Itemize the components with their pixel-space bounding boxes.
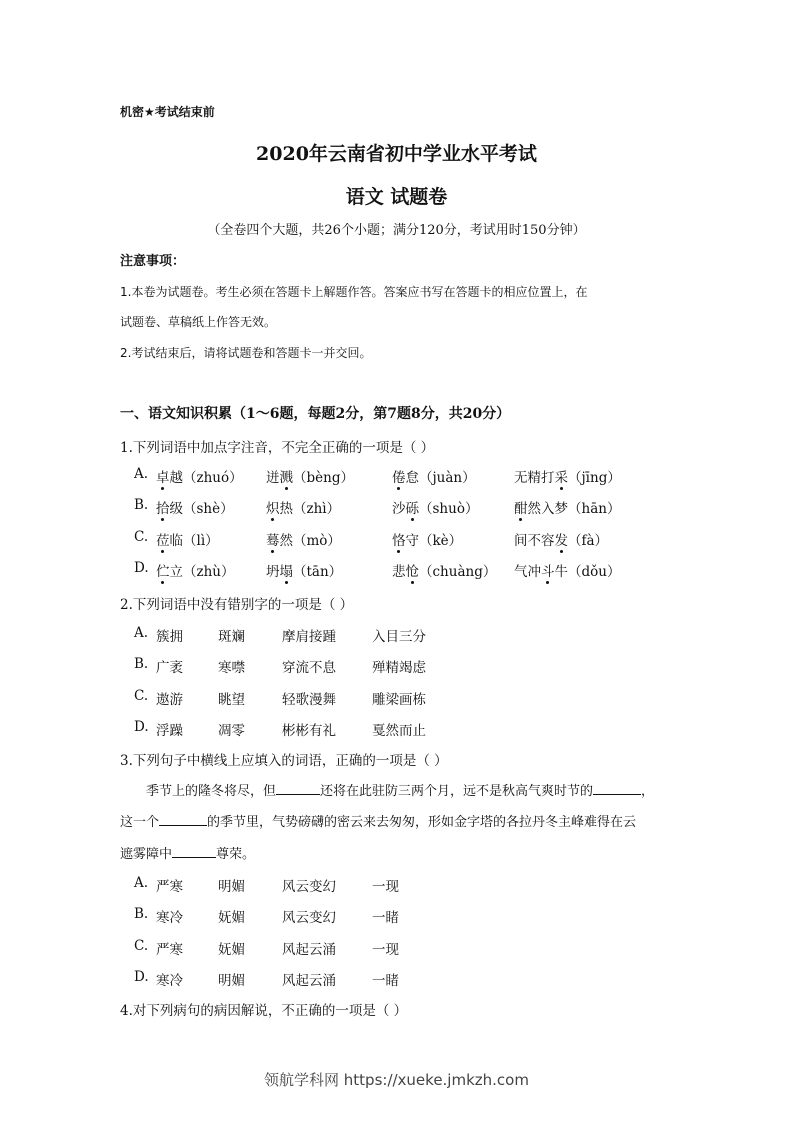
option-item bbox=[514, 560, 620, 580]
question-4-stem: 4.对下列病句的病因解说，不正确的一项是（ ） bbox=[120, 1003, 408, 1019]
passage-text: 的季节里，气势磅礴的密云来去匆匆，形如金字塔的各拉丹冬主峰难得在云 bbox=[207, 815, 637, 830]
option-item: 风云变幻 bbox=[282, 910, 336, 927]
option-item: 严寒 bbox=[156, 879, 183, 895]
option-item: 眺望 bbox=[218, 691, 245, 708]
option-text: （bèng） bbox=[293, 470, 354, 486]
option-item: 明媚 bbox=[218, 879, 245, 895]
notice-line-2: 试题卷、草稿纸上作答无效。 bbox=[120, 315, 277, 329]
question-3-stem: 3.下列句子中横线上应填入的词语，正确的一项是（ ） bbox=[120, 753, 448, 769]
option-item: 广袤 bbox=[156, 660, 183, 677]
option-item: 彬彬有礼 bbox=[282, 722, 336, 739]
option-label: B. bbox=[134, 906, 149, 923]
notice-line-1: 1.本卷为试题卷。考生必须在答题卡上解题作答。答案应书写在答题卡的相应位置上，在 bbox=[120, 285, 588, 299]
fill-blank-2 bbox=[593, 782, 641, 795]
dotted-character: 怆 bbox=[406, 560, 420, 580]
option-item: 风起云涌 bbox=[282, 941, 336, 958]
option-text: 然（mò） bbox=[279, 532, 341, 549]
dotted-character: 斗 bbox=[541, 560, 555, 580]
option-item: 遨游 bbox=[156, 691, 183, 708]
question-2-stem: 2.下列词语中没有错别字的一项是（ ） bbox=[120, 597, 354, 613]
fill-blank-1 bbox=[276, 782, 320, 795]
option-label: D. bbox=[134, 718, 149, 735]
option-text: （chuàng） bbox=[419, 563, 497, 580]
option-item bbox=[266, 529, 341, 549]
option-text: （shuò） bbox=[419, 501, 479, 518]
fill-blank-4 bbox=[172, 845, 216, 858]
option-item: 一睹 bbox=[372, 972, 399, 989]
option-item bbox=[514, 497, 620, 517]
option-item: 风起云涌 bbox=[282, 972, 336, 989]
option-label: A. bbox=[134, 875, 149, 891]
option-item: 一现 bbox=[372, 879, 399, 895]
option-text: 然入梦（hān） bbox=[527, 501, 621, 518]
option-item: 明媚 bbox=[218, 972, 245, 989]
option-item bbox=[514, 529, 608, 549]
exam-subtitle: 语文 试题卷 bbox=[345, 186, 448, 208]
option-item: 一睹 bbox=[372, 910, 399, 927]
option-text: 怠（juàn） bbox=[405, 470, 476, 486]
dotted-character: 莅 bbox=[156, 529, 170, 549]
option-item: 轻歌漫舞 bbox=[282, 691, 336, 708]
exam-title: 2020年云南省初中学业水平考试 bbox=[256, 143, 537, 165]
passage-text: 尊荣。 bbox=[216, 847, 256, 862]
option-item bbox=[266, 560, 342, 580]
option-label: B. bbox=[134, 656, 149, 673]
option-item: 入目三分 bbox=[372, 629, 426, 645]
option-item: 殚精竭虑 bbox=[372, 660, 426, 677]
option-item: 雕梁画栋 bbox=[372, 691, 426, 708]
option-text: 级（shè） bbox=[169, 501, 234, 518]
dotted-character: 采 bbox=[555, 466, 569, 486]
option-item: 穿流不息 bbox=[282, 660, 336, 677]
option-item bbox=[156, 560, 235, 580]
option-text: 间不容 bbox=[514, 532, 555, 549]
option-item: 寒噤 bbox=[218, 660, 245, 677]
option-item: 一现 bbox=[372, 941, 399, 958]
option-item: 簇拥 bbox=[156, 629, 183, 645]
dotted-character: 倦 bbox=[392, 466, 406, 486]
option-item: 妩媚 bbox=[218, 941, 245, 958]
fill-blank-3 bbox=[159, 813, 207, 826]
exam-info: （全卷四个大题，共26个小题；满分120分，考试用时150分钟） bbox=[207, 223, 586, 238]
option-text: 越（zhuó） bbox=[169, 470, 243, 486]
question-3-passage-line-2 bbox=[120, 811, 680, 830]
option-label: C. bbox=[134, 687, 149, 704]
dotted-character: 卓 bbox=[156, 466, 170, 486]
option-item bbox=[156, 497, 234, 517]
dotted-character: 蓦 bbox=[266, 529, 280, 549]
dotted-character: 酣 bbox=[514, 497, 528, 517]
dotted-character: 炽 bbox=[266, 497, 280, 517]
dotted-character: 溅 bbox=[280, 466, 294, 486]
option-item bbox=[392, 560, 496, 580]
passage-text: 这一个 bbox=[120, 815, 160, 830]
passage-text: ， bbox=[641, 784, 655, 799]
option-text: 气冲 bbox=[514, 563, 541, 580]
option-item bbox=[156, 466, 243, 486]
notice-heading: 注意事项： bbox=[120, 254, 186, 269]
option-item: 斑斓 bbox=[218, 629, 245, 645]
option-text: 坍 bbox=[266, 563, 280, 580]
option-item bbox=[156, 529, 219, 549]
option-label: D. bbox=[134, 559, 149, 576]
option-item: 浮躁 bbox=[156, 722, 183, 739]
dotted-character: 拾 bbox=[156, 497, 170, 517]
option-item: 严寒 bbox=[156, 941, 183, 958]
option-text: 无精打 bbox=[514, 470, 555, 486]
dotted-character: 恪 bbox=[392, 529, 406, 549]
option-text: 迸 bbox=[266, 470, 280, 486]
question-3-passage-line-3 bbox=[120, 843, 680, 862]
option-item: 妩媚 bbox=[218, 910, 245, 927]
option-text: （fà） bbox=[568, 532, 609, 549]
option-item: 寒冷 bbox=[156, 972, 183, 989]
option-text: 立（zhù） bbox=[169, 563, 235, 580]
option-item bbox=[392, 529, 462, 549]
dotted-character: 伫 bbox=[156, 560, 170, 580]
option-text: （tān） bbox=[293, 563, 343, 580]
option-label: A. bbox=[134, 625, 149, 641]
option-text: （jīng） bbox=[568, 470, 621, 486]
option-item bbox=[266, 466, 354, 486]
passage-text: 遮雾障中 bbox=[120, 847, 173, 862]
option-item bbox=[266, 497, 340, 517]
dotted-character: 塌 bbox=[280, 560, 294, 580]
question-3-passage-line-1 bbox=[120, 780, 680, 799]
option-label: C. bbox=[134, 937, 149, 954]
option-text: 热（zhì） bbox=[279, 501, 341, 518]
dotted-character: 发 bbox=[555, 529, 569, 549]
dotted-character: 砾 bbox=[406, 497, 420, 517]
section-1-heading: 一、语文知识积累（1～6题，每题2分，第7题8分，共20分） bbox=[120, 406, 511, 422]
option-text: 临（lì） bbox=[169, 532, 219, 549]
option-label: B. bbox=[134, 497, 149, 514]
option-text: 牛（dǒu） bbox=[554, 563, 621, 580]
footer-watermark: 领航学科网 https://xueke.jmkzh.com bbox=[264, 1071, 529, 1089]
question-1-stem: 1.下列词语中加点字注音，不完全正确的一项是（ ） bbox=[120, 440, 435, 456]
option-label: C. bbox=[134, 528, 149, 545]
option-item bbox=[392, 497, 478, 517]
option-item: 摩肩接踵 bbox=[282, 629, 336, 645]
notice-line-3: 2.考试结束后，请将试题卷和答题卡一并交回。 bbox=[120, 346, 372, 360]
option-item: 戛然而止 bbox=[372, 722, 426, 739]
option-text: 守（kè） bbox=[405, 532, 463, 549]
option-item bbox=[514, 466, 621, 486]
option-label: A. bbox=[134, 466, 149, 482]
passage-text: 还将在此驻防三两个月，远不是秋高气爽时节的 bbox=[320, 784, 594, 799]
passage-text: 季节上的隆冬将尽，但 bbox=[146, 784, 277, 799]
option-item: 风云变幻 bbox=[282, 879, 336, 895]
option-text: 悲 bbox=[392, 563, 406, 580]
option-label: D. bbox=[134, 968, 149, 985]
option-item: 寒冷 bbox=[156, 910, 183, 927]
confidential-label: 机密★考试结束前 bbox=[120, 105, 215, 119]
option-item: 凋零 bbox=[218, 722, 245, 739]
option-item bbox=[392, 466, 476, 486]
option-text: 沙 bbox=[392, 501, 406, 518]
